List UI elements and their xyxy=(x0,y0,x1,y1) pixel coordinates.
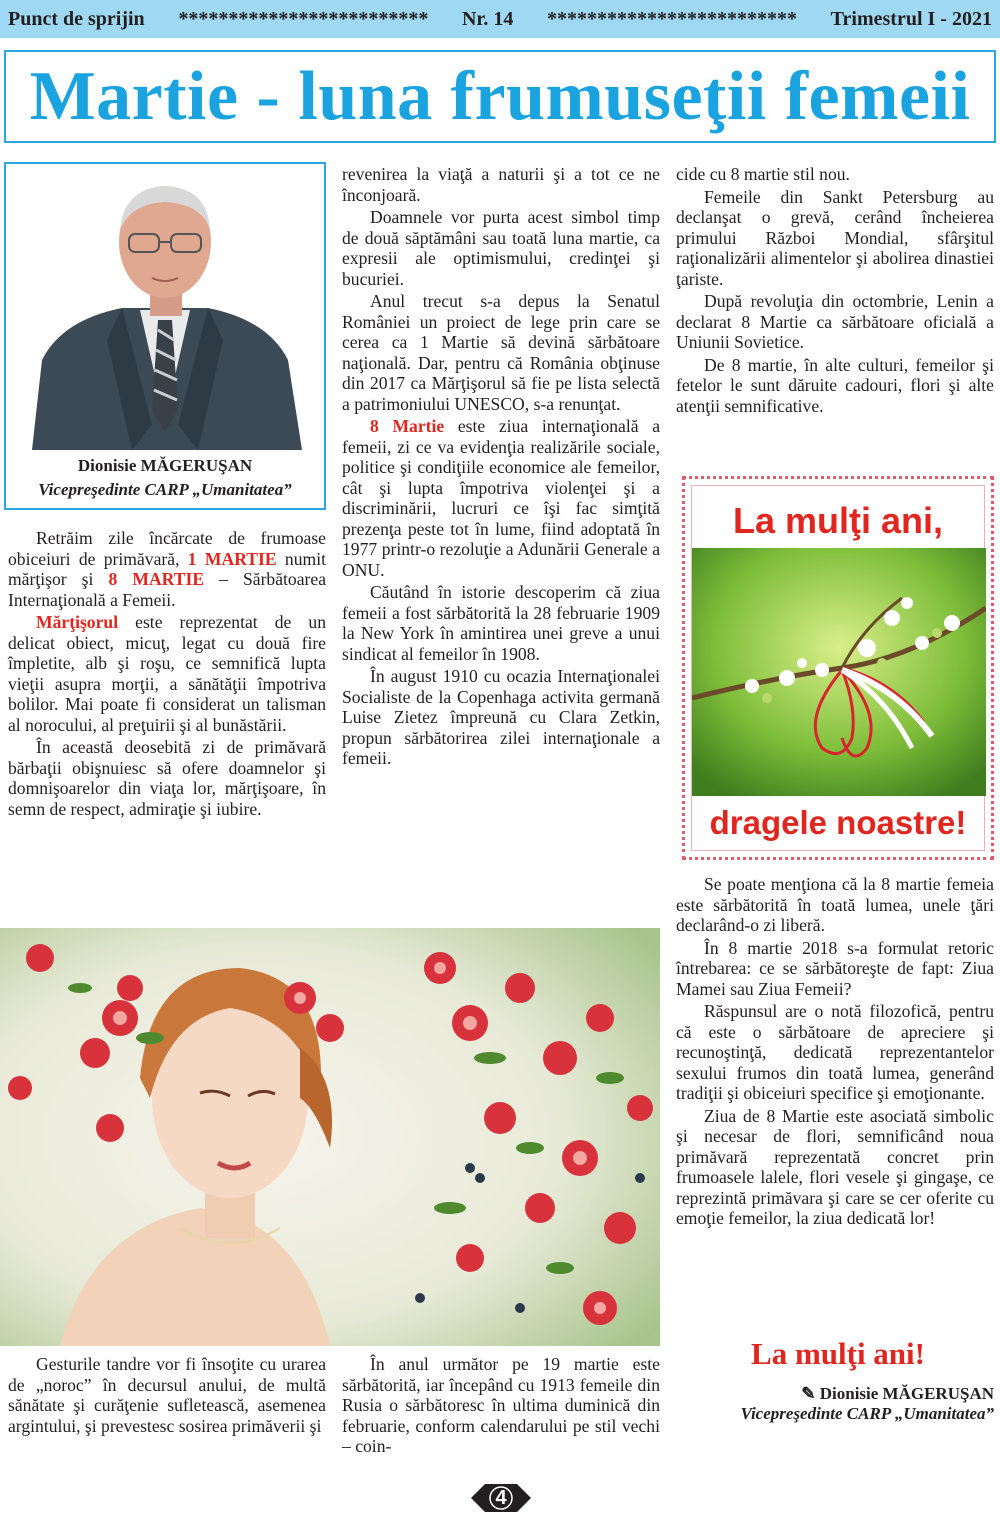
greeting-subtitle: dragele noastre! xyxy=(709,804,967,841)
author-role: Vicepreşedinte CARP „Umanitatea” xyxy=(38,480,292,499)
header-stars-left: ************************* xyxy=(178,7,429,30)
paragraph: Mărţişorul este reprezentat de un delicat obiect, micuţ, legat cu două fire împletite, alb şi roşu, ce semnifică lupta vieţii asupra morţii, a sănătăţii împotriva bolilor. Mai poate fi considerat un talisman al norocului, al preţuirii şi al bunăstării. xyxy=(8,612,326,735)
greeting-card xyxy=(682,476,994,860)
paragraph: În anul următor pe 19 martie este sărbătorită, iar începând cu 1913 femeile din Rusia o sărbătoresc în ultima duminică din februarie, conform calendarului pe stil vechi – coin- xyxy=(342,1354,660,1456)
paragraph: În această deosebită zi de primăvară bărbaţii obişnuiesc să ofere doamnelor şi domnişoarelor din viaţa lor, mărţişoare, în semn de respect, admiraţie şi iubire. xyxy=(8,737,326,819)
paragraph: În august 1910 cu ocazia Internaţionalei Socialiste de la Copenhaga activita germană Luise Zietez împreună cu Clara Zetkin, propun sărbătorirea zilei internaţionale a femeii. xyxy=(342,666,660,768)
bottom-column-1-text xyxy=(8,1354,326,1438)
paragraph: Anul trecut s-a depus la Senatul României un proiect de lege prin care se cerea ca 1 Martie să devină sărbătoare naţională. Dar, pentru că România obţinuse din 2017 ca Mărţişorul să fie pe lista selectă a patrimoniului UNESCO, s-a renunţat. xyxy=(342,291,660,414)
paragraph: Ziua de 8 Martie este asociată simbolic şi necesar de flori, semnificând noua primăvară reprezentată concret prin frumoasele lalele, flori vesele şi gingaşe, ce reprezintă primăvara şi care se cer oferite cu emoţie femeilor, la ziua dedicată lor! xyxy=(676,1105,994,1228)
pen-icon: ✎ xyxy=(801,1384,816,1403)
highlight-8-martie: 8 MARTIE xyxy=(108,569,205,589)
author-portrait-box xyxy=(4,162,326,510)
paragraph: Căutând în istorie descoperim că ziua femeii a fost sărbătorită la 28 februarie 1909 la New York în amintirea unei greve a unui sindicat al femeilor în 1908. xyxy=(342,582,660,664)
highlight-martisorul: Mărţişorul xyxy=(36,612,119,632)
woman-with-flowers-illustration xyxy=(0,928,660,1346)
paragraph: De 8 martie, în alte culturi, femeilor şi fetelor le sunt dăruite cadouri, flori şi alte atenţii semnificative. xyxy=(676,354,994,416)
bottom-column-2-text xyxy=(342,1354,660,1459)
paragraph: revenirea la viaţă a naturii şi a tot ce ne înconjoară. xyxy=(342,164,660,205)
column-3-lower-text xyxy=(676,874,994,1231)
author-name: Dionisie MĂGERUŞAN xyxy=(77,456,253,475)
greeting-title: La mulţi ani, xyxy=(732,500,944,541)
paragraph: Retrăim zile încărcate de frumoase obiceiuri de primăvară, 1 MARTIE numit mărţişor şi 8 MARTIE – Sărbătoarea Internaţională a Femeii. xyxy=(8,528,326,610)
paragraph: Gesturile tandre vor fi însoţite cu urarea de „noroc” în decursul anului, de multă sănătate şi curăţenie sufletească, asemenea argintului, şi prevestesc sosirea primăverii şi xyxy=(8,1354,326,1436)
paragraph: În 8 martie 2018 s-a formulat retoric întrebarea: ce se sărbătoreşte de fapt: Ziua Mamei sau Ziua Femeii? xyxy=(676,937,994,999)
paragraph: Doamnele vor purta acest simbol timp de două săptămâni sau toată luna martie, ca expresii ale optimismului, credinţei şi bucuriei. xyxy=(342,207,660,289)
header-quarter: Trimestrul I - 2021 xyxy=(830,7,992,30)
closing-greeting: La mulţi ani! xyxy=(751,1336,925,1371)
paragraph: Femeile din Sankt Petersburg au declanşat o grevă, cerând încheierea primului Război Mondial, sfârşitul raţionalizării alimentelor şi abolirea dinastiei ţariste. xyxy=(676,186,994,289)
column-3-text xyxy=(676,164,994,418)
issue-header-bar xyxy=(0,0,1000,38)
paragraph: Se poate menţiona că la 8 martie femeia este sărbătorită în toată lumea, unele ţări declarând-o zi liberă. xyxy=(676,874,994,935)
page-number-badge xyxy=(471,1484,531,1512)
greeting-card-frame xyxy=(691,485,985,851)
paragraph: Răspunsul are o notă filozofică, pentru că este o sărbătoare de apreciere şi recunoştinţă, dedicată reprezentantelor sexului frumos din toată lumea, generând tradiţii şi obiceiuri specifice şi emoţionante. xyxy=(676,1001,994,1103)
paragraph: După revoluţia din octombrie, Lenin a declarat 8 Martie ca sărbătoare oficială a Uniunii Sovietice. xyxy=(676,291,994,352)
column-1-text xyxy=(8,528,326,821)
title-box xyxy=(4,50,996,143)
signature-name: Dionisie MĂGERUŞAN xyxy=(819,1384,994,1403)
column-2-text xyxy=(342,164,660,771)
header-section-label: Punct de sprijin xyxy=(8,7,145,30)
author-portrait-photo xyxy=(12,170,318,450)
header-issue-number: Nr. 14 xyxy=(461,7,514,30)
highlight-8-martie: 8 Martie xyxy=(370,416,445,436)
article-title: Martie - luna frumuseţii femeii xyxy=(29,57,971,135)
martisor-photo xyxy=(692,548,986,796)
highlight-1-martie: 1 MARTIE xyxy=(187,548,277,569)
header-stars-right: ************************* xyxy=(547,7,798,30)
signature-role: Vicepreşedinte CARP „Umanitatea” xyxy=(740,1404,994,1423)
paragraph: 8 Martie este ziua internaţională a femeii, zi ce va evidenţia realizările sociale, politice şi condiţiile economice ale femeilor, cât şi lupta împotriva violenţei şi a discriminării, lucruri ce îşi fac simţită prezenţa peste tot în lume, fiind adoptată în 1977 printr-o rezoluţie a Adunării Generale a ONU. xyxy=(342,416,660,580)
paragraph: cide cu 8 martie stil nou. xyxy=(676,164,850,184)
signature-block xyxy=(682,1384,994,1424)
page-number: 4 xyxy=(495,1486,507,1509)
